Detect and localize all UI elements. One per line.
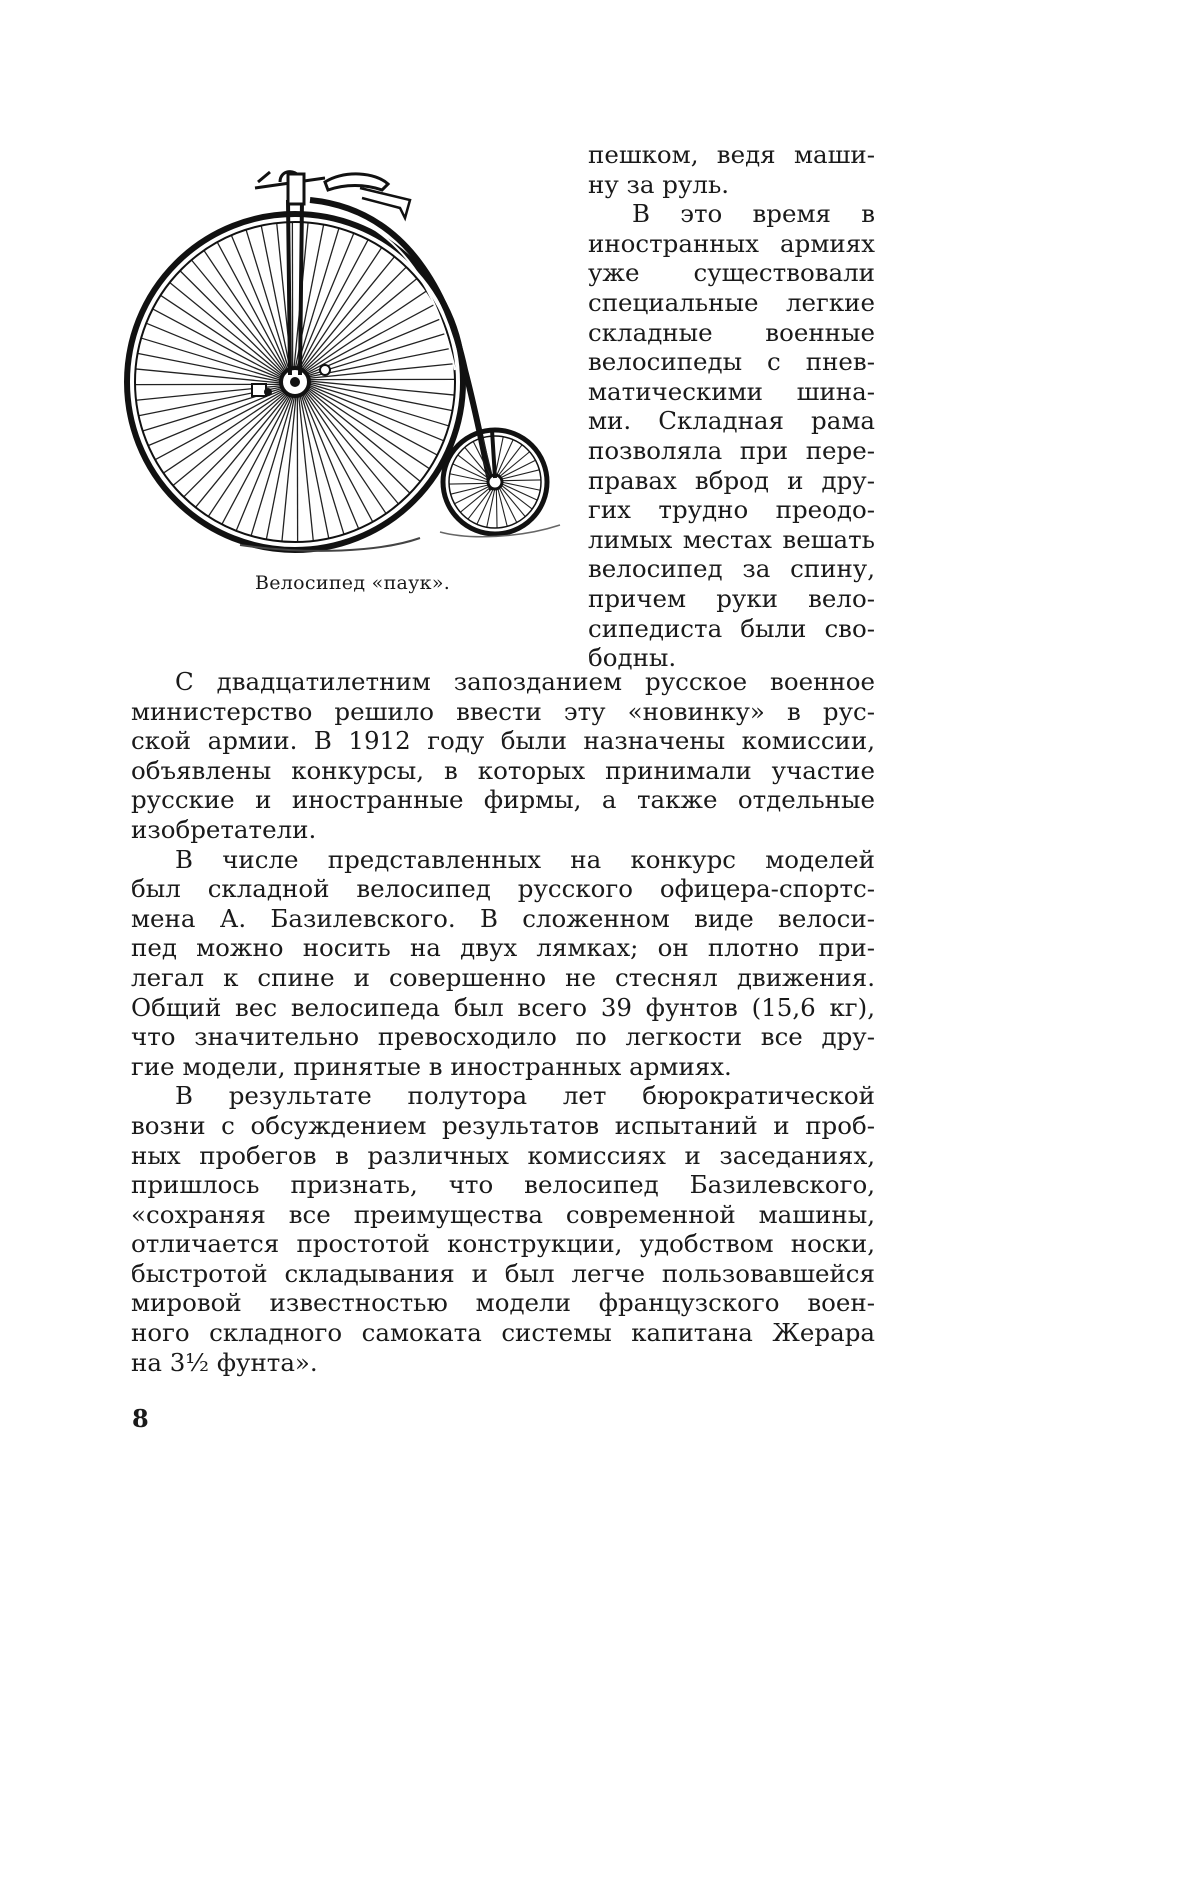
- penny-farthing-illustration: [120, 160, 585, 580]
- text-line: матическими шина-: [588, 376, 875, 406]
- text-line: специальные легкие: [588, 287, 875, 317]
- text-line: В результате полутора лет бюрократической: [175, 1081, 875, 1111]
- text-line: «сохраняя все преимущества современной машины,: [131, 1199, 875, 1229]
- text-line: быстротой складывания и был легче пользовавшейся: [131, 1258, 875, 1288]
- text-line: причем руки вело-: [588, 583, 875, 613]
- text-line: велосипеды с пнев-: [588, 347, 875, 377]
- text-line: на 3½ фунта».: [131, 1347, 318, 1377]
- text-line: бодны.: [588, 643, 677, 673]
- pedal-crank: [252, 384, 266, 396]
- text-line: В это время в: [632, 199, 875, 229]
- text-line: правах вброд и дру-: [588, 465, 875, 495]
- text-line: отличается простотой конструкции, удобством носки,: [131, 1229, 875, 1259]
- text-line: легал к спине и совершенно не стеснял движения.: [131, 962, 875, 992]
- text-line: пед можно носить на двух лямках; он плотно при-: [131, 933, 875, 963]
- saddle: [325, 174, 388, 190]
- bicycle-figure: [120, 160, 585, 610]
- text-line: мена А. Базилевского. В сложенном виде велоси-: [131, 903, 875, 933]
- text-line: что значительно превосходило по легкости все дру-: [131, 1022, 875, 1052]
- text-line: мировой известностью модели французского воен-: [131, 1288, 875, 1318]
- side-column-text: [588, 140, 875, 673]
- text-line: иностранных армиях: [588, 228, 875, 258]
- text-line: сипедиста были сво-: [588, 613, 875, 643]
- text-line: складные военные: [588, 317, 875, 347]
- text-line: пришлось признать, что велосипед Базилевского,: [131, 1170, 875, 1200]
- text-line: В числе представленных на конкурс моделей: [175, 844, 875, 874]
- text-line: лимых местах вешать: [588, 524, 875, 554]
- text-line: уже существовали: [588, 258, 875, 288]
- text-line: ской армии. В 1912 году были назначены комиссии,: [131, 726, 875, 756]
- text-line: возни с обсуждением результатов испытаний и проб-: [131, 1110, 875, 1140]
- page-number: 8: [132, 1404, 149, 1433]
- fork: [288, 200, 302, 375]
- text-line: позволяла при пере-: [588, 435, 875, 465]
- figure-caption: Велосипед «паук».: [255, 572, 451, 594]
- text-line: изобретатели.: [131, 814, 317, 844]
- text-line: министерство решило ввести эту «новинку» в рус-: [131, 696, 875, 726]
- text-line: велосипед за спину,: [588, 554, 875, 584]
- text-line: С двадцатилетним запозданием русское военное: [175, 667, 875, 696]
- text-line: гие модели, принятые в иностранных армиях.: [131, 1051, 732, 1081]
- text-line: пешком, ведя маши-: [588, 140, 875, 169]
- text-line: ного складного самоката системы капитана Жерара: [131, 1318, 875, 1348]
- text-line: ных пробегов в различных комиссиях и заседаниях,: [131, 1140, 875, 1170]
- text-line: объявлены конкурсы, в которых принимали участие: [131, 755, 875, 785]
- text-line: ми. Складная рама: [588, 406, 875, 436]
- text-line: гих трудно преодо-: [588, 495, 875, 525]
- main-column-text: [131, 667, 875, 1377]
- text-line: был складной велосипед русского офицера-спортс-: [131, 874, 875, 904]
- text-line: Общий вес велосипеда был всего 39 фунтов (15,6 кг),: [131, 992, 875, 1022]
- text-line: ну за руль.: [588, 169, 730, 199]
- text-line: русские и иностранные фирмы, а также отдельные: [131, 785, 875, 815]
